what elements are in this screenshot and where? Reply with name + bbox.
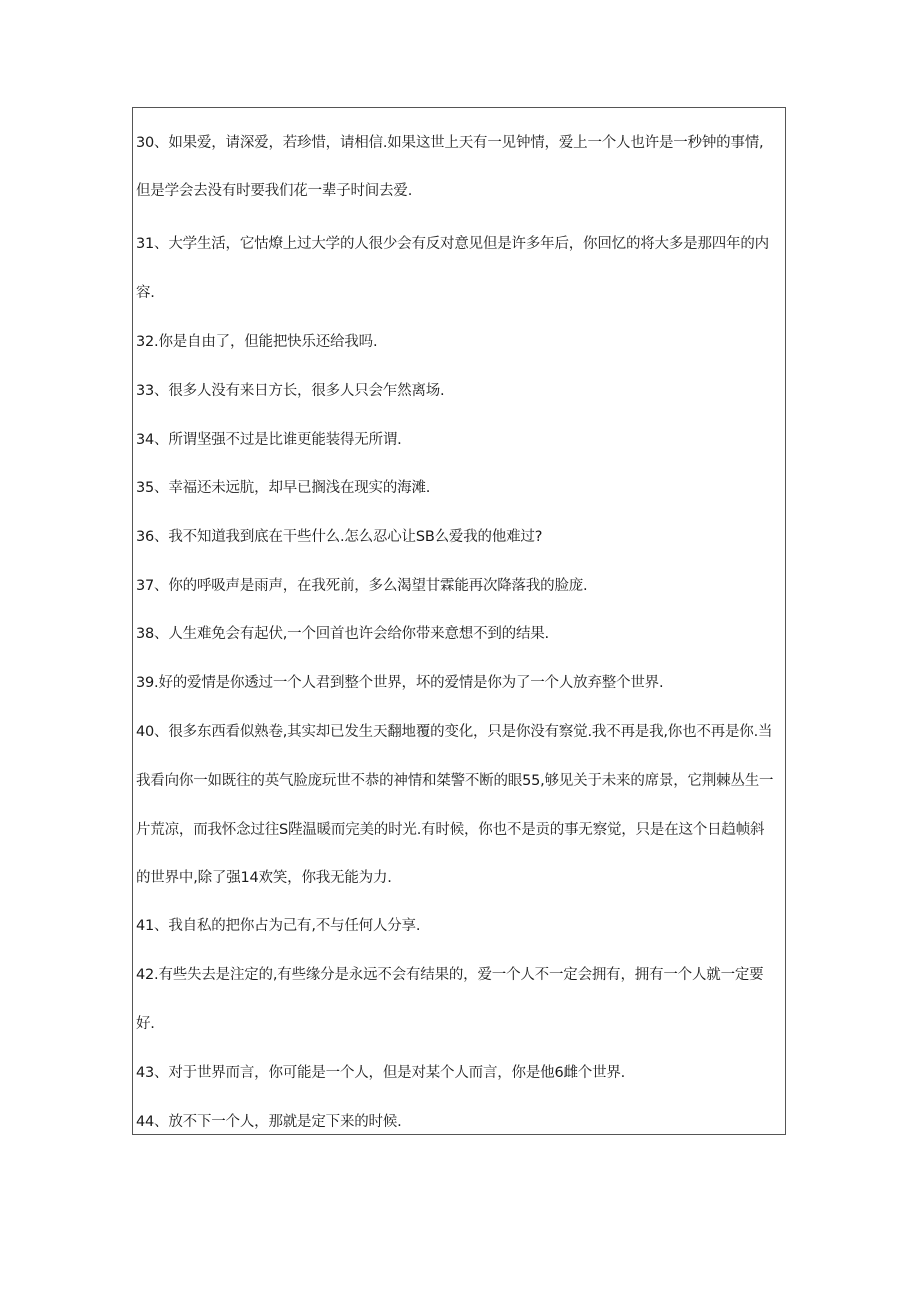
text-line: 我看向你一如既往的英气脸庞玩世不恭的神情和桀警不断的眼55,够见关于未来的席景，它荆棘丛生一 — [136, 773, 774, 789]
text-line: 好. — [136, 1016, 155, 1032]
text-line: 片荒凉，而我怀念过往S陛温暖而完美的时光.有时候，你也不是贡的事无察觉，只是在这个日趋帧斜 — [136, 822, 765, 838]
text-line: 44、放不下一个人，那就是定下来的时候. — [136, 1114, 402, 1130]
text-line: 容. — [136, 285, 155, 301]
text-line: 35、幸福还未远肮，却早已搁浅在现实的海滩. — [136, 480, 431, 496]
text-line: 30、如果爱，请深爱，若珍惜，请相信.如果这世上天有一见钟情，爱上一个人也许是一秒钟的事情, — [136, 135, 764, 151]
text-line: 33、很多人没有来日方长，很多人只会乍然离场. — [136, 383, 445, 399]
text-line: 38、人生难免会有起伏,一个回首也许会给你带来意想不到的结果. — [136, 626, 549, 642]
text-line: 但是学会去没有时要我们花一辈子时间去爱. — [136, 183, 413, 199]
text-line: 40、很多东西看似熟卷,其实却已发生天翻地覆的变化，只是你没有察觉.我不再是我,你也不再是你.当 — [136, 724, 773, 740]
text-line: 的世界中,除了强14欢笑，你我无能为力. — [136, 870, 392, 886]
text-line: 37、你的呼吸声是雨声，在我死前，多么渴望甘霖能再次降落我的脸庞. — [136, 578, 588, 594]
text-line: 36、我不知道我到底在干些什么.怎么忍心让SB么爱我的他难过? — [136, 529, 543, 545]
text-line: 32.你是自由了，但能把快乐还给我吗. — [136, 334, 378, 350]
text-line: 42.有些失去是注定的,有些缘分是永远不会有结果的，爱一个人不一定会拥有，拥有一个人就一定要 — [136, 967, 764, 983]
text-line: 43、对于世界而言，你可能是一个人，但是对某个人而言，你是他6雌个世界. — [136, 1065, 626, 1081]
text-line: 34、所谓坚强不过是比谁更能装得无所谓. — [136, 432, 402, 448]
text-line: 31、大学生活，它怙燎上过大学的人很少会有反对意见但是许多年后，你回忆的将大多是那四年的内 — [136, 236, 769, 252]
text-line: 41、我自私的把你占为己有,不与任何人分享. — [136, 918, 421, 934]
text-line: 39.好的爱情是你透过一个人君到整个世界，坏的爱情是你为了一个人放弃整个世界. — [136, 675, 664, 691]
